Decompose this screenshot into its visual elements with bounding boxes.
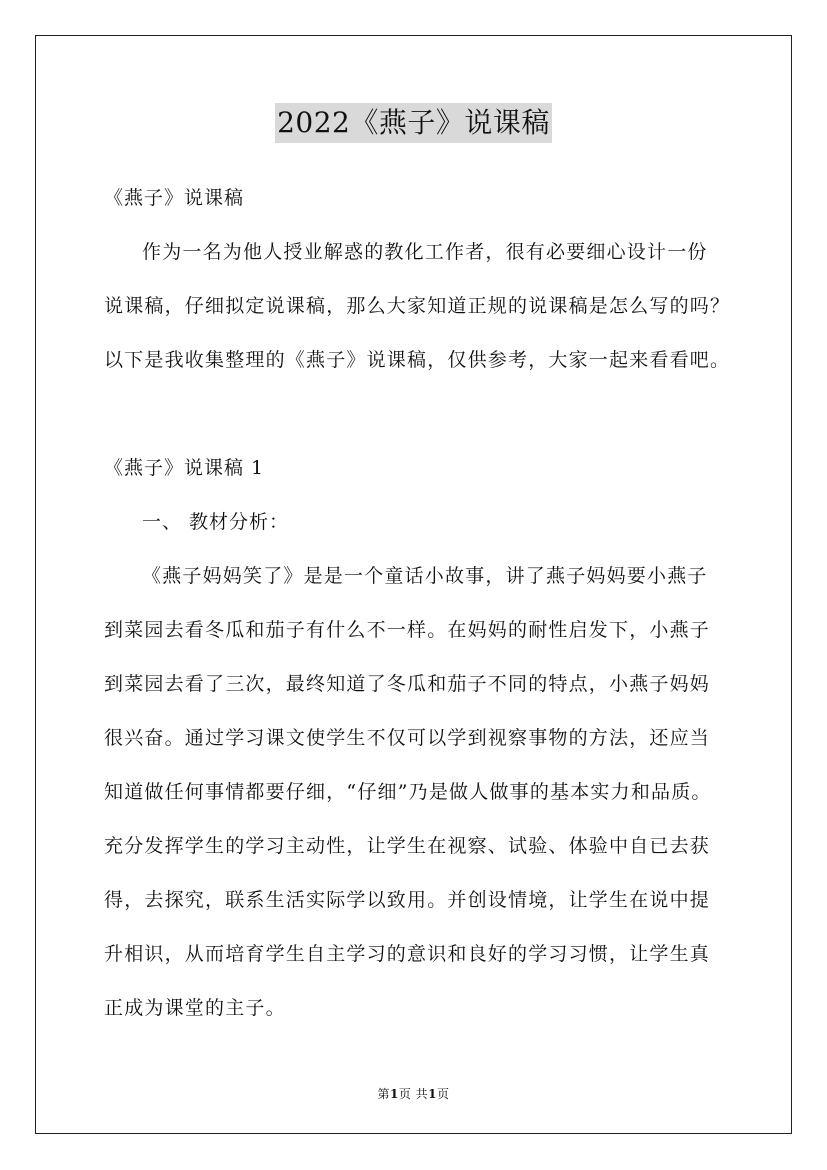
body-line-4: 很兴奋。通过学习课文使学生不仅可以学到视察事物的方法，还应当 xyxy=(104,727,711,749)
body-line-2: 到菜园去看冬瓜和茄子有什么不一样。在妈妈的耐性启发下，小燕子 xyxy=(104,619,711,641)
title-container xyxy=(0,103,827,143)
intro-line-2: 说课稿，仔细拟定说课稿，那么大家知道正规的说课稿是怎么写的吗？ xyxy=(104,295,731,317)
body-line-5: 知道做任何事情都要仔细，“仔细”乃是做人做事的基本实力和品质。 xyxy=(104,781,712,803)
page-total: 1 xyxy=(428,1087,438,1101)
intro-line-1: 作为一名为他人授业解惑的教化工作者，很有必要细心设计一份 xyxy=(142,241,708,263)
body-line-8: 升相识，从而培育学生自主学习的意识和良好的学习习惯，让学生真 xyxy=(104,943,711,965)
intro-line-3: 以下是我收集整理的《燕子》说课稿，仅供参考，大家一起来看看吧。 xyxy=(104,349,731,371)
page-mid: 页 共 xyxy=(398,1087,429,1101)
subtitle: 《燕子》说课稿 xyxy=(104,187,245,209)
page-suffix: 页 xyxy=(437,1087,450,1101)
body-line-1: 《燕子妈妈笑了》是是一个童话小故事，讲了燕子妈妈要小燕子 xyxy=(142,565,708,587)
section-heading: 《燕子》说课稿 1 xyxy=(104,457,265,479)
body-line-3: 到菜园去看了三次，最终知道了冬瓜和茄子不同的特点，小燕子妈妈 xyxy=(104,673,711,695)
document-title: 2022《燕子》说课稿 xyxy=(275,103,552,143)
body-line-7: 得，去探究，联系生活实际学以致用。并创设情境，让学生在说中提 xyxy=(104,889,711,911)
body-line-6: 充分发挥学生的学习主动性，让学生在视察、试验、体验中自已去获 xyxy=(104,835,711,857)
page-prefix: 第 xyxy=(377,1087,390,1101)
page-number: 1 xyxy=(389,1087,399,1101)
subsection-heading: 一、 教材分析： xyxy=(142,511,290,533)
page-footer xyxy=(0,1085,827,1102)
body-line-9: 正成为课堂的主子。 xyxy=(104,997,286,1019)
